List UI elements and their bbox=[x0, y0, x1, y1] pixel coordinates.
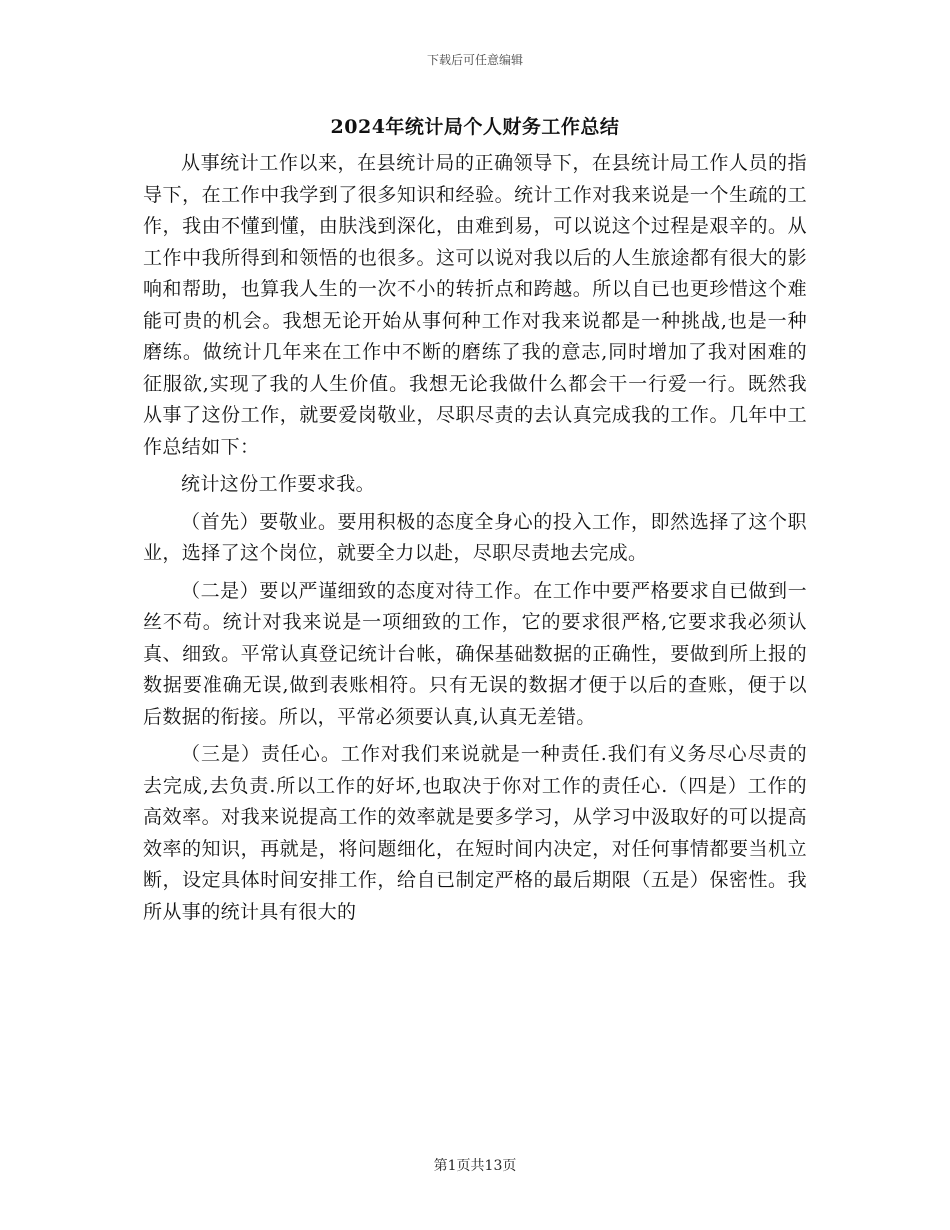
document-body bbox=[143, 148, 807, 928]
document-title: 2024年统计局个人财务工作总结 bbox=[330, 116, 620, 138]
paragraph-intro: 从事统计工作以来，在县统计局的正确领导下，在县统计局工作人员的指导下，在工作中我学到了很多知识和经验。统计工作对我来说是一个生疏的工作，我由不懂到懂，由肤浅到深化，由难到易，可以说这个过程是艰辛的。从工作中我所得到和领悟的也很多。这可以说对我以后的人生旅途都有很大的影响和帮助，也算我人生的一次不小的转折点和跨越。所以自已也更珍惜这个难能可贵的机会。我想无论开始从事何种工作对我来说都是一种挑战,也是一种磨练。做统计几年来在工作中不断的磨练了我的意志,同时增加了我对困难的征服欲,实现了我的人生价值。我想无论我做什么都会干一行爱一行。既然我从事了这份工作，就要爱岗敬业，尽职尽责的去认真完成我的工作。几年中工作总结如下： bbox=[143, 152, 807, 458]
page-header: 下载后可任意编辑 bbox=[426, 53, 523, 67]
paragraph-second: （二是）要以严谨细致的态度对待工作。在工作中要严格要求自已做到一丝不苟。统计对我来说是一项细致的工作，它的要求很严格,它要求我必须认真、细致。平常认真登记统计台帐，确保基础数据的正确性，要做到所上报的数据要准确无误,做到表账相符。只有无误的数据才便于以后的查账，便于以后数据的衔接。所以，平常必须要认真,认真无差错。 bbox=[143, 579, 807, 728]
paragraph-third: （三是）责任心。工作对我们来说就是一种责任.我们有义务尽心尽责的去完成,去负责.所以工作的好坏,也取决于你对工作的责任心.（四是）工作的高效率。对我来说提高工作的效率就是要多学习，从学习中汲取好的可以提高效率的知识，再就是，将问题细化，在短时间内决定，对任何事情都要当机立断，设定具体时间安排工作，给自已制定严格的最后期限（五是）保密性。我所从事的统计具有很大的 bbox=[143, 743, 807, 923]
paragraph-first: （首先）要敬业。要用积极的态度全身心的投入工作，即然选择了这个职业，选择了这个岗位，就要全力以赴，尽职尽责地去完成。 bbox=[143, 510, 807, 564]
paragraph-requirement: 统计这份工作要求我。 bbox=[181, 473, 376, 495]
page-number: 第1页共13页 bbox=[433, 1158, 517, 1174]
